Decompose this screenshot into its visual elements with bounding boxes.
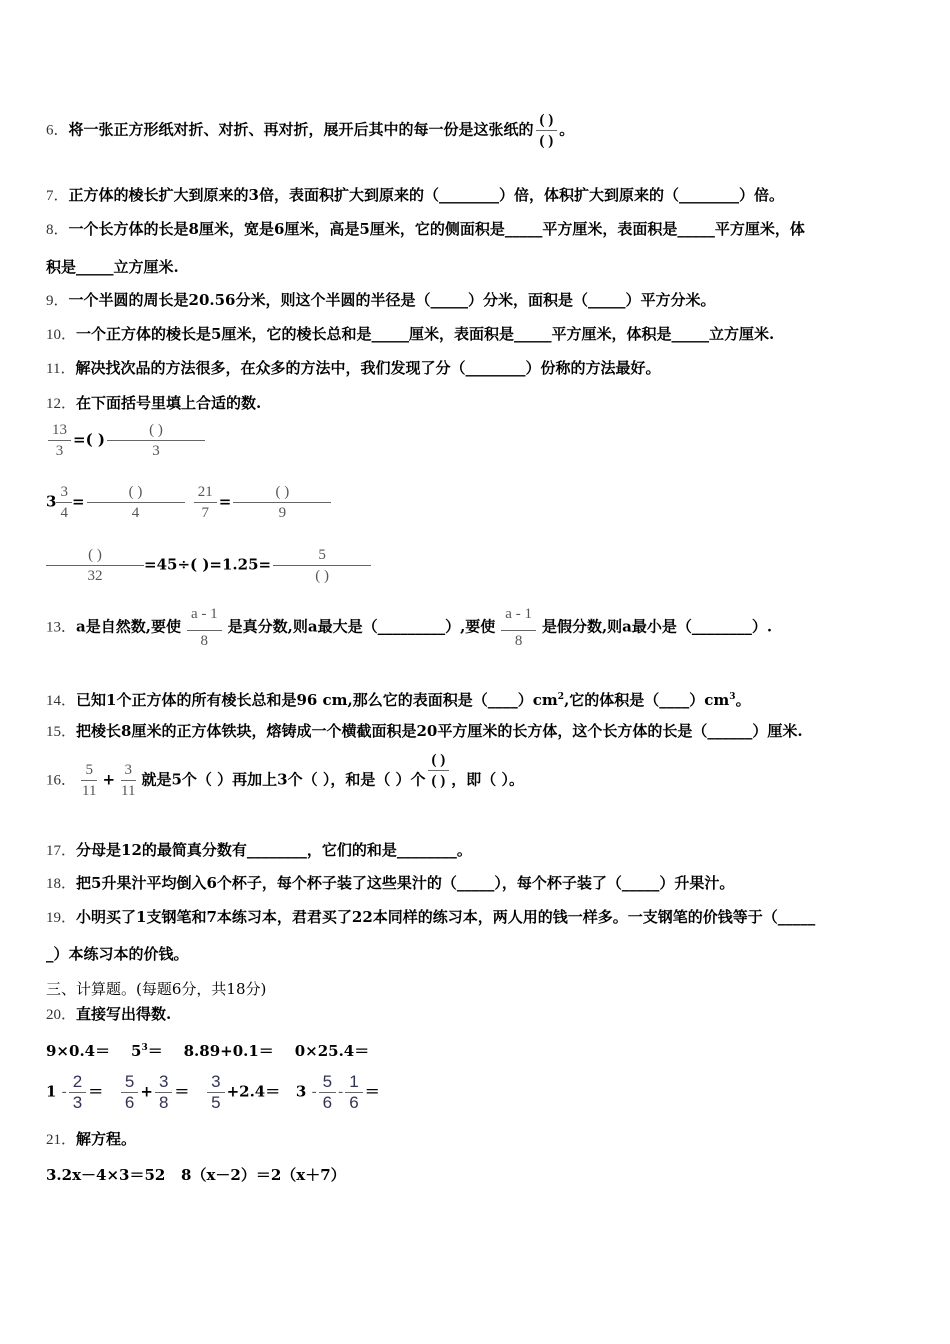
q21-equations: 3.2x－4×3＝52 8（x－2）＝2（x＋7） [46,1166,346,1184]
fraction: $\frac{3}{4}$ [56,482,72,523]
fraction: $\frac{5}{( )}$ [273,545,371,586]
fraction: $\frac{3}{11}$ [121,762,136,799]
question-20: 20．直接写出得数. [46,1005,172,1023]
fraction: $\frac{3}{5}$ [207,1072,224,1113]
fraction: $\frac{( )}{32}$ [46,545,144,586]
q20-row-2: 1 - $\frac{2}{3}$ ＝ $\frac{5}{6}$ + $\frac{3}{8}$ ＝ $\frac{3}{5}$ +2.4＝ 3 - $\frac{5}{6}$ - $\frac{1}{6}$ ＝ [46,1072,380,1112]
fraction: $\frac{( )}{3}$ [107,420,205,461]
question-15: 15．把棱长8厘米的正方体铁块，熔铸成一个横截面积是20平方厘米的长方体，这个长方体的长是（______）厘米. [46,722,803,740]
fraction: $\frac{3}{8}$ [155,1072,172,1113]
fraction: $\frac{( )}{( )}$ [536,110,558,151]
fraction: $\frac{21}{7}$ [194,482,217,523]
q20-row-1: 9×0.4＝ $5^3=$ 8.89+0.1＝ 0×25.4＝ [46,1042,370,1060]
q12-row-c: $\frac{( )}{32}$ =45÷( )=1.25= $\frac{5}{( )}$ [46,545,373,586]
fraction: $\frac{( )}{9}$ [233,482,331,523]
question-12: 12．在下面括号里填上合适的数. [46,394,262,412]
fraction: $\frac{a - 1}{8}$ [187,604,222,651]
fraction: $\frac{2}{3}$ [69,1072,86,1113]
question-8: 8．一个长方体的长是8厘米，宽是6厘米，高是5厘米，它的侧面积是_____平方厘米，表面积是_____平方厘米，体 [46,220,805,238]
question-19: 19．小明买了1支钢笔和7本练习本，君君买了22本同样的练习本，两人用的钱一样多。一支钢笔的价钱等于（_____ [46,908,816,926]
fraction: $\frac{5}{6}$ [319,1072,336,1113]
fraction: $\frac{1}{6}$ [345,1072,362,1113]
fraction: $\frac{5}{6}$ [121,1072,138,1113]
question-7: 7．正方体的棱长扩大到原来的3倍，表面积扩大到原来的（________）倍，体积扩大到原来的（________）倍。 [46,186,784,204]
fraction: $\frac{a - 1}{8}$ [501,604,536,651]
fraction: $\frac{( )}{4}$ [87,482,185,523]
q12-row-a: $\frac{13}{3}$ =( ) $\frac{( )}{3}$ [46,420,207,461]
question-8-cont: 积是_____立方厘米. [46,258,179,276]
question-13: 13．a是自然数,要使 $\frac{a - 1}{8}$ 是真分数,则a最大是（_________）,要使 $\frac{a - 1}{8}$ 是假分数,则a最小是（________）. [46,606,773,649]
section-3-heading: 三、计算题。(每题6分，共18分) [46,980,267,998]
fraction: $\frac{13}{3}$ [48,420,71,461]
question-9: 9．一个半圆的周长是20.56分米，则这个半圆的半径是（_____）分米，面积是（_____）平方分米。 [46,291,716,309]
question-21: 21．解方程。 [46,1130,137,1148]
question-18: 18．把5升果汁平均倒入6个杯子，每个杯子装了这些果汁的（_____），每个杯子装了（_____）升果汁。 [46,874,735,892]
question-14: 14．已知1个正方体的所有棱长总和是96 cm,那么它的表面积是$(\_\_\_\_)cm^2$,它的体积是$(\_\_\_\_)cm^3$。 [46,691,751,709]
question-10: 10．一个正方体的棱长是5厘米，它的棱长总和是_____厘米，表面积是_____平方厘米，体积是_____立方厘米. [46,325,775,343]
question-19-cont: _）本练习本的价钱。 [46,945,189,963]
q12-row-b: 3 $\frac{3}{4}$ = $\frac{( )}{4}$ $\frac{21}{7}$ = $\frac{( )}{9}$ [46,482,333,523]
question-17: 17．分母是12的最简真分数有________，它们的和是________。 [46,841,472,859]
question-11: 11．解决找次品的方法很多，在众多的方法中，我们发现了分（________）份称的方法最好。 [46,359,661,377]
question-6: 6．将一张正方形纸对折、对折、再对折，展开后其中的每一份是这张纸的 $\frac{( )}{( )}$ 。 [46,112,575,149]
fraction: $\frac{5}{11}$ [82,762,97,799]
fraction: $\frac{( )}{( )}$ [428,750,450,791]
question-16: 16． $\frac{5}{11}$ + $\frac{3}{11}$ 就是5个（ ）再加上3个（ ），和是（ ）个 $\frac{( )}{( )}$ ，即（ ）。 [46,752,525,799]
